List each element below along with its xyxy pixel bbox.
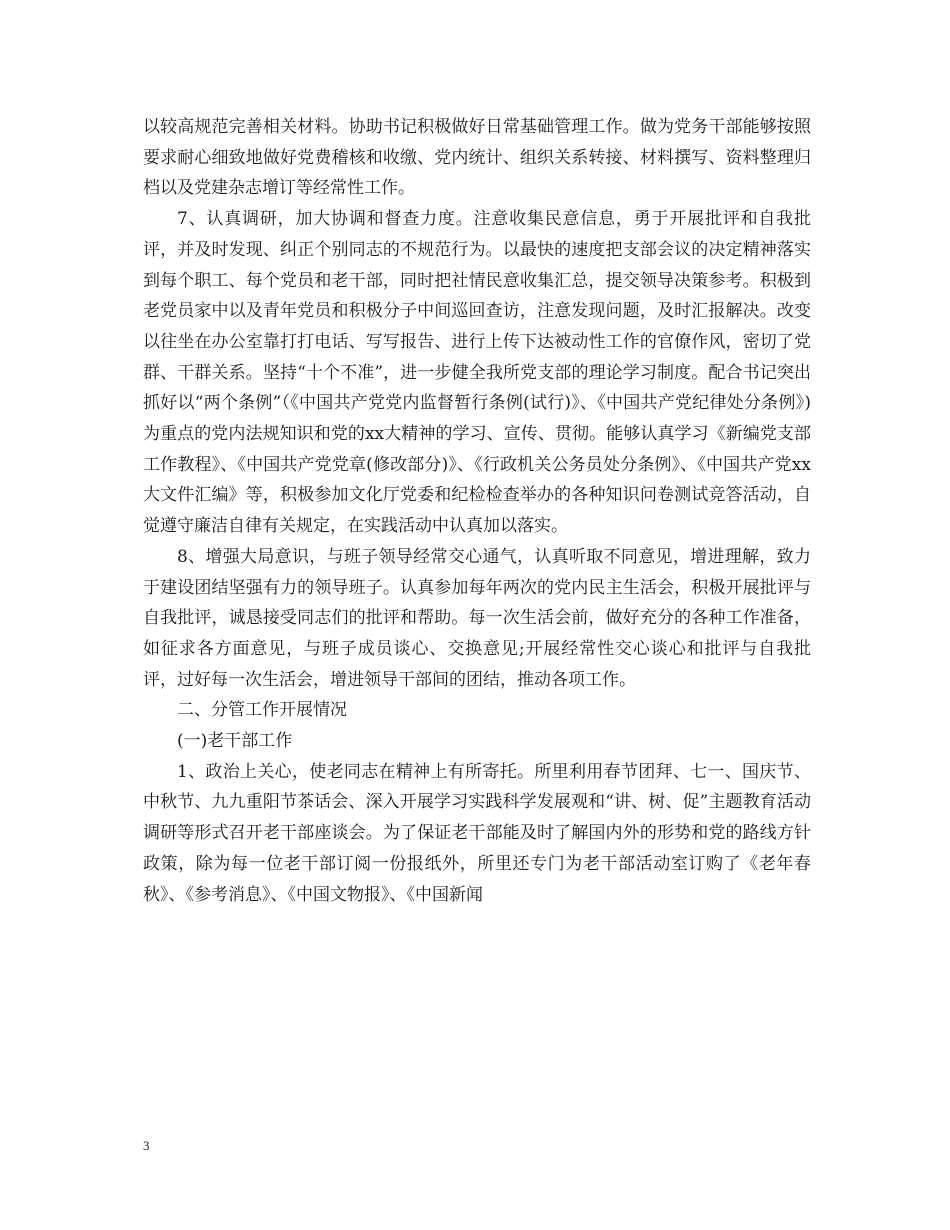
paragraph-item-7: 7、认真调研，加大协调和督查力度。注意收集民意信息，勇于开展批评和自我批评，并及时发现、纠正个别同志的不规范行为。以最快的速度把支部会议的决定精神落实到每个职工、每个党员和老干部，同时把社情民意收集汇总，提交领导决策参考。积极到老党员家中以及青年党员和积极分子中间巡回查访，注意发现问题，及时汇报解决。改变以往坐在办公室靠打打电话、写写报告、进行上传下达被动性工作的官僚作风，密切了党群、干群关系。坚持“十个不准”，进一步健全我所党支部的理论学习制度。配合书记突出抓好以“两个条例”（《中国共产党党内监督暂行条例(试行)》、《中国共产党纪律处分条例》)为重点的党内法规知识和党的xx大精神的学习、宣传、贯彻。能够认真学习《新编党支部工作教程》、《中国共产党党章(修改部分)》、《行政机关公务员处分条例》、《中国共产党xx大文件汇编》等，积极参加文化厅党委和纪检检查举办的各种知识问卷测试竞答活动，自觉遵守廉洁自律有关规定，在实践活动中认真加以落实。: [143, 209, 811, 537]
subsection-heading: (一)老干部工作: [177, 731, 293, 752]
section-heading: 二、分管工作开展情况: [177, 700, 347, 721]
page-number: 3: [143, 1138, 150, 1153]
document-body: [143, 112, 811, 910]
paragraph-item-8: 8、增强大局意识，与班子领导经常交心通气，认真听取不同意见，增进理解，致力于建设团结坚强有力的领导班子。认真参加每年两次的党内民主生活会，积极开展批评与自我批评，诚恳接受同志们的批评和帮助。每一次生活会前，做好充分的各种工作准备，如征求各方面意见，与班子成员谈心、交换意见;开展经常性交心谈心和批评与自我批评，过好每一次生活会，增进领导干部间的团结，推动各项工作。: [143, 546, 811, 690]
paragraph-continuation: 以较高规范完善相关材料。协助书记积极做好日常基础管理工作。做为党务干部能够按照要求耐心细致地做好党费稽核和收缴、党内统计、组织关系转接、材料撰写、资料整理归档以及党建杂志增订等经常性工作。: [143, 117, 811, 199]
paragraph-item-1: 1、政治上关心，使老同志在精神上有所寄托。所里利用春节团拜、七一、国庆节、中秋节、九九重阳节茶话会、深入开展学习实践科学发展观和“讲、树、促”主题教育活动调研等形式召开老干部座谈会。为了保证老干部能及时了解国内外的形势和党的路线方针政策，除为每一位老干部订阅一份报纸外，所里还专门为老干部活动室订购了《老年春秋》、《参考消息》、《中国文物报》、《中国新闻: [143, 761, 811, 905]
